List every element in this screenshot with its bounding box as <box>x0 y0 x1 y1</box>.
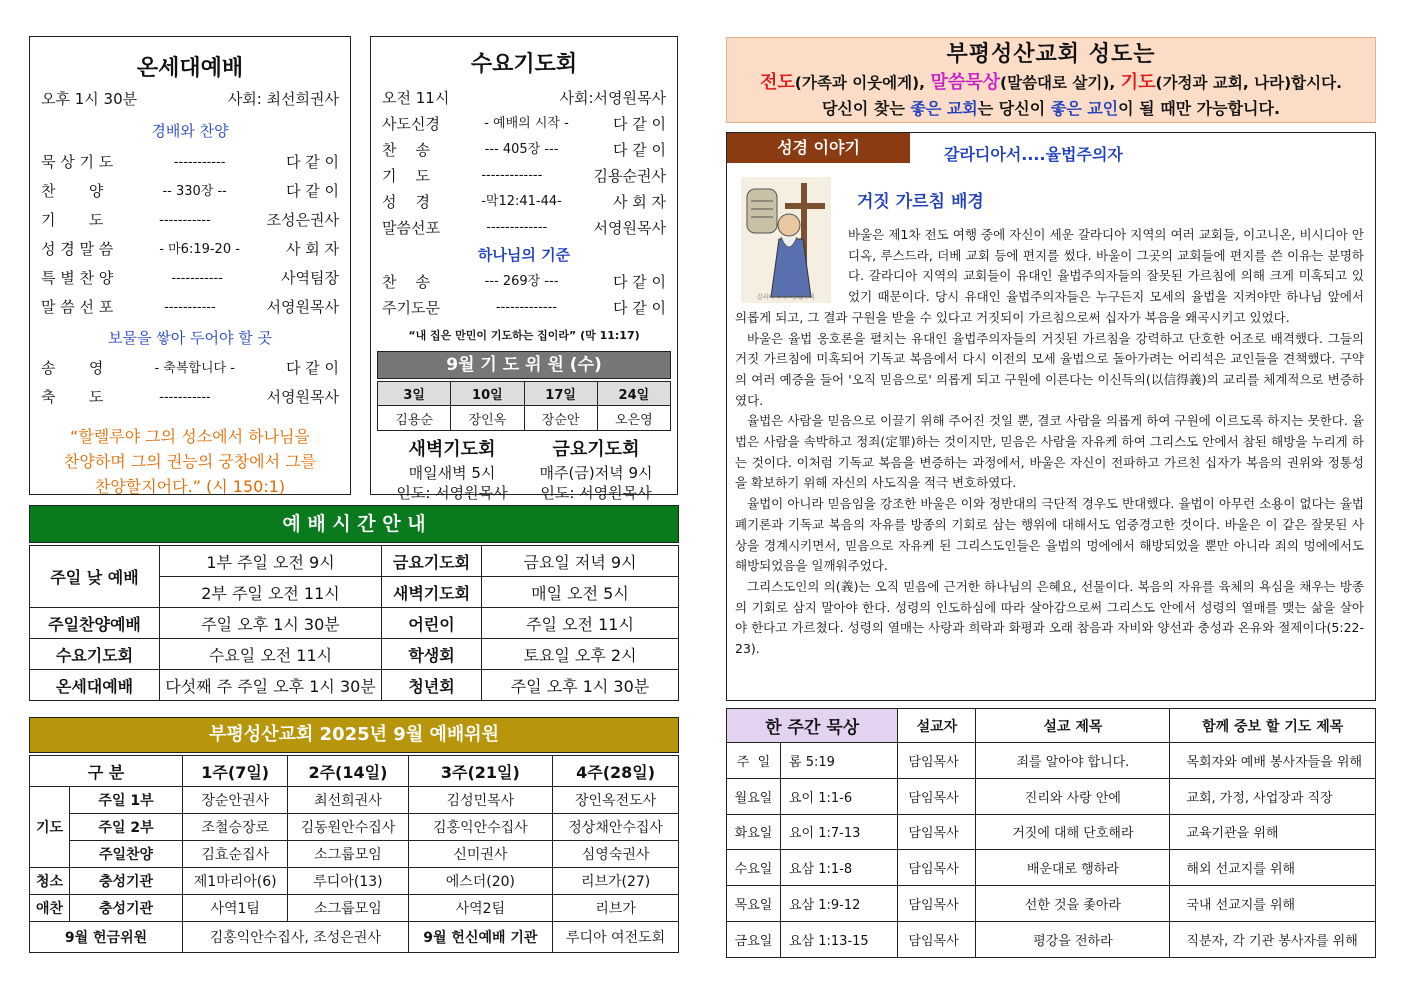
schedule-service: 온세대예배 <box>30 670 160 701</box>
onse-item-row <box>41 354 339 383</box>
weekly-passage: 요삼 1:1-8 <box>781 850 898 886</box>
onse-item-detail: ----------- <box>173 155 226 170</box>
prayer-date: 3일 <box>378 382 451 406</box>
weekly-sermon: 거짓에 대해 단호해라 <box>976 814 1170 850</box>
weekly-passage: 롬 5:19 <box>781 743 898 779</box>
duty-person: 김홍익안수집사 <box>408 814 553 841</box>
bible-p5: 그리스도인의 의(義)는 오직 믿음에 근거한 하나님의 은혜요, 선물이다. 복음의 자유를 육체의 욕심을 채우는 방종의 기회로 삼지 말아야 한다. 성령의 인도하심에 따라 살아감으로써 그리스도 안에서 성령의 열매를 맺는 삶을 살아야 한다고 가르쳤다. 성령의 열매는 사랑과 희락과 화평과 오래 참음과 자비와 양선과 충성과 온유와 절제이다(5:22-23). <box>735 578 1364 657</box>
onse-verse-line1: “할렐루야 그의 성소에서 하나님을 <box>70 427 310 446</box>
bible-p1: 바울은 제1차 전도 여행 중에 자신이 세운 갈라디아 지역의 여러 교회들, 이고니온, 비시디아 안디옥, 루스드라, 더베 교회 등에 편지를 썼다. 바울이 그곳의 교회들에 편지를 쓴 이유는 분명하다. 갈라디아 지역의 교회들이 유대인 율법주의자들의 잘못된 가르침에 의해 크게 미혹되고 있었기 때문이다. 당시 유대인 율법주의자들은 누구든지 모세의 율법을 지켜야만 하나님 앞에서 의롭게 되고, 그 결과 구원을 받을 수 있다고 거짓되이 가르침으로써 십자가 복음을 왜곡시키고 있었다. <box>735 227 1364 325</box>
dedication-group: 루디아 여전도회 <box>553 922 679 953</box>
schedule-service: 주일 낮 예배 <box>30 546 160 608</box>
schedule-time: 주일 오후 1시 30분 <box>160 608 382 639</box>
wed-item-label: 주기도문 <box>382 299 440 317</box>
weekly-row <box>727 814 1376 850</box>
bible-illustration-caption: 갈라디아서 · 율법주의 <box>757 294 815 301</box>
duty-person: 에스더(20) <box>408 868 553 895</box>
onse-item-person: 사 회 자 <box>285 240 339 258</box>
weekly-day: 금요일 <box>727 921 781 957</box>
weekly-row <box>727 921 1376 957</box>
duty-praise-label: 충성기관 <box>70 895 183 922</box>
duty-clean-label: 충성기관 <box>70 868 183 895</box>
prayer-name: 오은영 <box>597 406 670 431</box>
duty-person: 신미권사 <box>408 841 553 868</box>
duty-praise-label: 애찬 <box>30 895 70 922</box>
wed-item-person: 사 회 자 <box>612 193 666 211</box>
duty-person: 정상채안수집사 <box>553 814 679 841</box>
schedule-time: 수요일 오전 11시 <box>160 639 382 670</box>
weekly-section <box>726 708 1376 958</box>
schedule-section <box>29 505 679 701</box>
schedule-time: 2부 주일 오전 11시 <box>160 577 382 608</box>
prayer-title: 9월 기 도 위 원 (수) <box>377 351 671 379</box>
duty-pray-type: 주일 2부 <box>70 814 183 841</box>
onse-panel <box>29 36 351 495</box>
schedule-row <box>30 546 679 577</box>
duty-pray-row <box>30 841 679 868</box>
onse-item-person: 조성은권사 <box>266 211 339 229</box>
weekly-row <box>727 850 1376 886</box>
banner-title: 부평성산교회 성도는 <box>946 42 1156 67</box>
onse-item-label: 말 씀 선 포 <box>41 298 114 316</box>
onse-item-label: 특 별 찬 양 <box>41 269 114 287</box>
wed-item-label: 성 경 <box>382 193 431 211</box>
wed-item-row <box>382 269 666 295</box>
banner-prayer-desc: (가정과 교회, 나라)합시다. <box>1155 74 1342 92</box>
schedule-service: 학생회 <box>382 639 482 670</box>
wed-item-person: 다 같 이 <box>612 141 666 159</box>
onse-item-row <box>41 148 339 177</box>
wed-item-label: 사도신경 <box>382 115 440 133</box>
weekly-prayer: 직분자, 각 기관 봉사자를 위해 <box>1170 921 1376 957</box>
duty-clean-row <box>30 868 679 895</box>
duty-header-cell: 2주(14일) <box>288 756 408 787</box>
wed-sec: 하나님의 기준 <box>477 246 571 264</box>
weekly-header-row <box>727 709 1376 743</box>
duty-person: 최선희권사 <box>288 787 408 814</box>
weekly-day: 월요일 <box>727 778 781 814</box>
wed-item-person: 서영원목사 <box>593 219 666 237</box>
onse-item-person: 다 같 이 <box>285 153 339 171</box>
duty-praise-row <box>30 895 679 922</box>
schedule-time: 토요일 오후 2시 <box>482 639 679 670</box>
fri-time: 매주(금)저녁 9시 <box>539 464 653 482</box>
wed-title: 수요기도회 <box>470 52 578 77</box>
onse-time: 오후 1시 30분 <box>41 90 138 108</box>
duty-pray-label: 기도 <box>30 787 70 868</box>
duty-person: 김효순집사 <box>183 841 288 868</box>
onse-host: 사회: 최선희권사 <box>227 90 339 108</box>
onse-item-row <box>41 383 339 412</box>
weekly-passage: 요삼 1:9-12 <box>781 886 898 922</box>
prayer-name: 김용순 <box>378 406 451 431</box>
weekly-passage: 요삼 1:13-15 <box>781 921 898 957</box>
weekly-prayer: 교회, 가정, 사업장과 직장 <box>1170 778 1376 814</box>
onse-item-person: 다 같 이 <box>285 359 339 377</box>
onse-item-person: 사역팀장 <box>281 269 339 287</box>
weekly-sermon: 진리와 사랑 안에 <box>976 778 1170 814</box>
schedule-time: 금요일 저녁 9시 <box>482 546 679 577</box>
weekly-preacher: 담임목사 <box>898 921 976 957</box>
weekly-day: 주 일 <box>727 743 781 779</box>
weekly-prayer: 해외 선교지를 위해 <box>1170 850 1376 886</box>
onse-item-row <box>41 235 339 264</box>
wed-item-row <box>382 215 666 241</box>
onse-item-detail: ----------- <box>171 271 223 286</box>
weekly-day: 화요일 <box>727 814 781 850</box>
weekly-row <box>727 743 1376 779</box>
wed-item-person: 다 같 이 <box>612 273 666 291</box>
weekly-preacher: 담임목사 <box>898 743 976 779</box>
onse-verse-line3: 찬양할지어다.” (시 150:1) <box>94 477 286 496</box>
duty-person: 심영숙권사 <box>553 841 679 868</box>
onse-sec2: 보물을 쌓아 두어야 할 곳 <box>108 329 272 347</box>
duty-header-cell: 4주(28일) <box>553 756 679 787</box>
wed-item-detail: ------------- <box>481 168 543 183</box>
wed-item-row <box>382 137 666 163</box>
fri-title: 금요기도회 <box>552 439 640 460</box>
duty-section <box>29 717 679 953</box>
bible-p4: 율법이 아니라 믿음임을 강조한 바울은 이와 정반대의 극단적 경우도 반대했다. 율법이 아무런 소용이 없다는 율법 폐기론과 기독교 복음의 자유를 방종의 기회로 삼는 행위에 대해서도 엄중경고한 것이다. 바울은 이 같은 잘못된 사상을 경계시키면서, 믿음으로 자유케 된 그리스도인들은 율법의 멍에에서 해방되었을 뿐만 아니라 죄의 멍에에서도 해방되었음을 일깨워주었다. <box>735 496 1364 574</box>
weekly-sermon: 배운대로 행하라 <box>976 850 1170 886</box>
duty-person: 장인옥전도사 <box>553 787 679 814</box>
wed-item-detail: ------------- <box>495 300 557 315</box>
weekly-header-cell: 설교자 <box>898 709 976 743</box>
onse-item-row <box>41 293 339 322</box>
banner-word-desc: (말씀대로 살기), <box>1000 74 1121 92</box>
onse-verse-line2: 찬양하며 그의 권능의 궁창에서 그를 <box>63 452 317 471</box>
schedule-row <box>30 639 679 670</box>
onse-item-detail: ----------- <box>159 213 211 228</box>
wed-item-label: 찬 송 <box>382 273 431 291</box>
banner-evangelism-desc: (가족과 이웃에게), <box>794 74 931 92</box>
duty-person: 루디아(13) <box>288 868 408 895</box>
weekly-sermon: 평강을 전하라 <box>976 921 1170 957</box>
wed-item-label: 말씀선포 <box>382 219 440 237</box>
wed-item-detail: ------------- <box>486 220 548 235</box>
wed-item-person: 다 같 이 <box>612 299 666 317</box>
duty-person: 소그룹모임 <box>288 895 408 922</box>
prayer-date: 10일 <box>451 382 524 406</box>
duty-title: 부평성산교회 2025년 9월 예배위원 <box>29 717 679 753</box>
schedule-service: 수요기도회 <box>30 639 160 670</box>
schedule-service: 어린이 <box>382 608 482 639</box>
banner-l3c: 는 당신이 <box>977 99 1051 118</box>
wed-item-detail: --- 405장 --- <box>484 142 559 157</box>
duty-last-row <box>30 922 679 953</box>
duty-header-cell: 3주(21일) <box>408 756 553 787</box>
onse-item-person: 서영원목사 <box>266 388 339 406</box>
wed-item-label: 찬 송 <box>382 141 431 159</box>
duty-pray-type: 주일찬양 <box>70 841 183 868</box>
onse-item-detail: -- 330장 -- <box>162 184 227 199</box>
schedule-service: 금요기도회 <box>382 546 482 577</box>
onse-item-label: 묵 상 기 도 <box>41 153 114 171</box>
onse-item-person: 다 같 이 <box>285 182 339 200</box>
duty-person: 김성민목사 <box>408 787 553 814</box>
weekly-passage: 요이 1:1-6 <box>781 778 898 814</box>
wed-item-row <box>382 111 666 137</box>
weekly-sermon: 선한 것을 좇아라 <box>976 886 1170 922</box>
prayer-name: 장인옥 <box>451 406 524 431</box>
wed-item-row <box>382 163 666 189</box>
weekly-preacher: 담임목사 <box>898 886 976 922</box>
weekly-row <box>727 886 1376 922</box>
wed-item-detail: -막12:41-44- <box>481 194 562 209</box>
weekly-prayer: 목회자와 예배 봉사자들을 위해 <box>1170 743 1376 779</box>
dedication-label: 9월 헌신예배 기관 <box>408 922 553 953</box>
prayer-name: 장순안 <box>524 406 597 431</box>
weekly-day: 목요일 <box>727 886 781 922</box>
prayer-table <box>377 351 671 431</box>
schedule-time: 1부 주일 오전 9시 <box>160 546 382 577</box>
schedule-time: 주일 오후 1시 30분 <box>482 670 679 701</box>
schedule-time: 매일 오전 5시 <box>482 577 679 608</box>
duty-person: 제1마리아(6) <box>183 868 288 895</box>
duty-person: 사역2팀 <box>408 895 553 922</box>
dawn-title: 새벽기도회 <box>408 439 496 460</box>
prayer-date: 17일 <box>524 382 597 406</box>
bible-panel <box>726 132 1376 701</box>
onse-item-detail: - 마6:19-20 - <box>159 242 240 257</box>
duty-person: 조철승장로 <box>183 814 288 841</box>
bible-p2: 바울은 율법 옹호론을 펼치는 유대인 율법주의자들의 거짓된 가르침을 강력하고 단호한 어조로 배격했다. 그들의 거짓 가르침에 미혹되어 기독교 복음에서 다시 이전의 모세 율법으로 돌아가려는 어리석은 교인들을 견책했다. 구약의 여러 예증을 들어 '오직 믿음으로' 의롭게 되고 구원에 이른다는 이신득의(以信得義)의 교리를 체계적으로 변증하였다. <box>735 330 1364 408</box>
wed-item-row <box>382 295 666 321</box>
duty-person: 사역1팀 <box>183 895 288 922</box>
duty-person: 리브가 <box>553 895 679 922</box>
banner <box>726 37 1376 123</box>
onse-item-person: 서영원목사 <box>266 298 339 316</box>
onse-item-detail: ----------- <box>159 390 211 405</box>
duty-pray-type: 주일 1부 <box>70 787 183 814</box>
dawn-leader: 인도: 서영원목사 <box>396 484 508 502</box>
weekly-day: 수요일 <box>727 850 781 886</box>
banner-l3e: 이 될 때만 가능합니다. <box>1118 99 1281 118</box>
banner-evangelism: 전도 <box>760 72 795 93</box>
onse-item-detail: ----------- <box>164 300 216 315</box>
wed-time: 오전 11시 <box>382 89 450 107</box>
schedule-time: 다섯째 주 주일 오후 1시 30분 <box>160 670 382 701</box>
schedule-title: 예 배 시 간 안 내 <box>29 505 679 543</box>
wed-item-row <box>382 189 666 215</box>
wed-panel <box>370 36 678 502</box>
wed-item-detail: --- 269장 --- <box>484 274 559 289</box>
banner-good-church: 좋은 교회 <box>910 99 978 118</box>
weekly-preacher: 담임목사 <box>898 814 976 850</box>
onse-item-label: 기 도 <box>41 211 104 229</box>
duty-header-row <box>30 756 679 787</box>
wed-host: 사회:서영원목사 <box>559 89 666 107</box>
onse-item-label: 찬 양 <box>41 182 104 200</box>
dawn-time: 매일새벽 5시 <box>408 464 496 482</box>
onse-item-row <box>41 206 339 235</box>
duty-header-cell: 1주(7일) <box>183 756 288 787</box>
wed-quote: “내 집은 만민이 기도하는 집이라” (막 11:17) <box>408 329 640 342</box>
duty-pray-row <box>30 787 679 814</box>
duty-pray-row <box>30 814 679 841</box>
weekly-header-cell: 함께 중보 할 기도 제목 <box>1170 709 1376 743</box>
wed-item-label: 기 도 <box>382 167 431 185</box>
weekly-preacher: 담임목사 <box>898 778 976 814</box>
onse-item-row <box>41 264 339 293</box>
schedule-service: 주일찬양예배 <box>30 608 160 639</box>
schedule-time: 주일 오전 11시 <box>482 608 679 639</box>
weekly-header-cell: 설교 제목 <box>976 709 1170 743</box>
duty-clean-label: 청소 <box>30 868 70 895</box>
offering-label: 9월 헌금위원 <box>30 922 183 953</box>
duty-person: 리브가(27) <box>553 868 679 895</box>
duty-person: 소그룹모임 <box>288 841 408 868</box>
weekly-prayer: 국내 선교지를 위해 <box>1170 886 1376 922</box>
duty-header-cell: 구 분 <box>30 756 183 787</box>
onse-title: 온세대예배 <box>136 56 244 81</box>
onse-item-label: 송 영 <box>41 359 104 377</box>
weekly-header-cell: 한 주간 묵상 <box>727 709 898 743</box>
weekly-passage: 요이 1:7-13 <box>781 814 898 850</box>
bible-subtitle: 갈라디아서....율법주의자 <box>944 145 1123 164</box>
weekly-preacher: 담임목사 <box>898 850 976 886</box>
banner-good-member: 좋은 교인 <box>1050 99 1119 118</box>
offering-names: 김홍익안수집사, 조성은권사 <box>183 922 408 953</box>
schedule-service: 청년회 <box>382 670 482 701</box>
bible-tab: 성경 이야기 <box>727 133 910 163</box>
onse-sec1: 경배와 찬양 <box>151 122 229 140</box>
fri-leader: 인도: 서영원목사 <box>540 484 652 502</box>
weekly-row <box>727 778 1376 814</box>
prayer-date: 24일 <box>597 382 670 406</box>
wed-item-person: 다 같 이 <box>612 115 666 133</box>
schedule-row <box>30 670 679 701</box>
onse-item-label: 성 경 말 씀 <box>41 240 114 258</box>
duty-person: 장순안권사 <box>183 787 288 814</box>
weekly-prayer: 교육기관을 위해 <box>1170 814 1376 850</box>
duty-person: 김동원안수집사 <box>288 814 408 841</box>
banner-l3a: 당신이 찾는 <box>821 99 911 118</box>
wed-item-person: 김용순권사 <box>593 167 666 185</box>
banner-prayer: 기도 <box>1120 72 1156 93</box>
onse-item-label: 축 도 <box>41 388 104 406</box>
onse-item-detail: - 축복합니다 - <box>154 361 235 376</box>
weekly-sermon: 죄를 알아야 합니다. <box>976 743 1170 779</box>
onse-item-row <box>41 177 339 206</box>
schedule-service: 새벽기도회 <box>382 577 482 608</box>
schedule-row <box>30 608 679 639</box>
bible-p3: 율법은 사람을 믿음으로 이끌기 위해 주어진 것일 뿐, 결코 사람을 의롭게 하여 구원에 이르도록 하지는 못한다. 율법은 사람을 속박하고 정죄(定罪)하는 것이지만, 믿음은 사람을 자유케 하여 그리스도 안에서 참된 해방을 누리게 하는 것이다. 이처럼 기독교 복음을 변증하는 과정에서, 바울은 자신이 전파하고 가르친 십자가 복음의 권위와 정통성을 확보하기 위해 자신의 사도직을 적극 변호하였다. <box>735 413 1364 491</box>
banner-word: 말씀묵상 <box>930 72 1001 93</box>
bible-heading: 거짓 가르침 배경 <box>857 192 984 212</box>
wed-item-detail: - 예배의 시작 - <box>484 116 569 131</box>
